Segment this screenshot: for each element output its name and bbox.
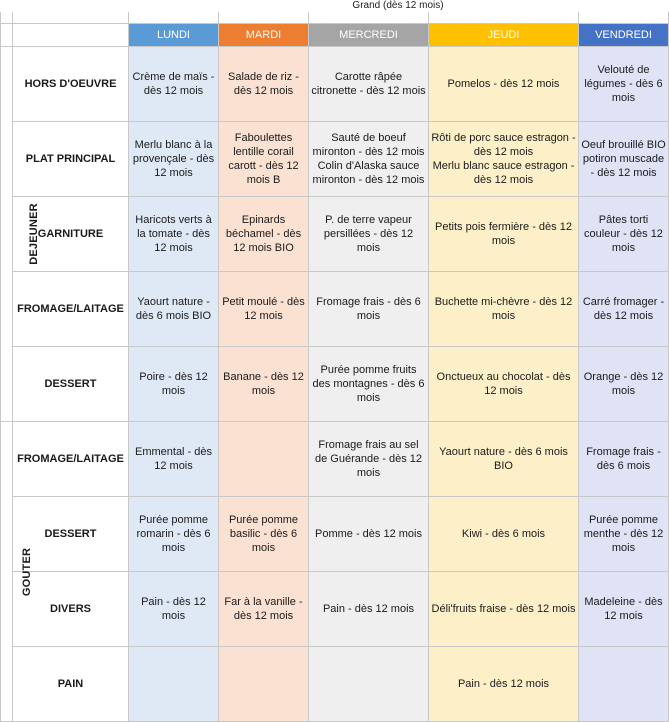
menu-item-text: Purée pomme menthe - dès 12 mois xyxy=(583,514,664,554)
menu-cell-lundi[interactable] xyxy=(129,122,219,197)
menu-cell-lundi[interactable] xyxy=(129,497,219,572)
menu-cell-mardi[interactable] xyxy=(219,347,309,422)
menu-item-text: Salade de riz - dès 12 mois xyxy=(228,71,299,97)
menu-grid xyxy=(0,12,669,722)
menu-row-gouter xyxy=(1,497,669,572)
menu-cell-vendredi[interactable] xyxy=(579,347,669,422)
course-label[interactable]: DESSERT xyxy=(13,497,129,572)
menu-cell-mercredi[interactable] xyxy=(309,347,429,422)
menu-item-text: Onctueux au chocolat - dès 12 mois xyxy=(436,371,571,397)
menu-item-text: Buchette mi-chèvre - dès 12 mois xyxy=(434,296,573,322)
menu-item-text: Yaourt nature - dès 6 mois BIO xyxy=(439,446,568,472)
menu-cell-mardi[interactable] xyxy=(219,47,309,122)
menu-cell-vendredi[interactable] xyxy=(579,647,669,722)
menu-item-text: Pomme - dès 12 mois xyxy=(315,528,422,540)
menu-item-text: Orange - dès 12 mois xyxy=(583,371,664,397)
menu-cell-mercredi[interactable] xyxy=(309,572,429,647)
spacer-row xyxy=(1,12,669,24)
group-label-gouter[interactable] xyxy=(1,422,34,722)
course-label[interactable]: DESSERT xyxy=(13,347,129,422)
menu-cell-jeudi[interactable] xyxy=(429,497,579,572)
menu-item-text: Banane - dès 12 mois xyxy=(223,371,304,397)
menu-item-text: Sauté de boeuf mironton - dès 12 mois Colin d'Alaska sauce mironton - dès 12 mois xyxy=(312,132,425,186)
menu-cell-jeudi[interactable] xyxy=(429,572,579,647)
menu-item-text: Fromage frais au sel de Guérande - dès 12 mois xyxy=(314,439,423,479)
menu-cell-jeudi[interactable] xyxy=(429,47,579,122)
menu-item-text: Pain - dès 12 mois xyxy=(141,596,206,622)
menu-item-text: Faboulettes lentille corail carott - dès 12 mois B xyxy=(228,132,299,186)
menu-item-text: Carré fromager - dès 12 mois xyxy=(582,296,665,322)
menu-cell-jeudi[interactable] xyxy=(429,647,579,722)
day-header-vendredi[interactable]: VENDREDI xyxy=(579,24,669,47)
menu-row-dejeuner xyxy=(1,347,669,422)
menu-row-dejeuner xyxy=(1,122,669,197)
menu-cell-jeudi[interactable] xyxy=(429,197,579,272)
menu-item-text: Pâtes torti couleur - dès 12 mois xyxy=(584,214,663,254)
menu-cell-lundi[interactable] xyxy=(129,647,219,722)
menu-cell-mercredi[interactable] xyxy=(309,272,429,347)
menu-cell-lundi[interactable] xyxy=(129,197,219,272)
group-label-dejeuner[interactable] xyxy=(1,47,40,422)
menu-cell-lundi[interactable] xyxy=(129,272,219,347)
course-label[interactable]: FROMAGE/LAITAGE xyxy=(13,272,129,347)
menu-item-text: Fromage frais - dès 6 mois xyxy=(586,446,661,472)
menu-item-text: Epinards béchamel - dès 12 mois BIO xyxy=(225,214,302,254)
menu-cell-mercredi[interactable] xyxy=(309,497,429,572)
menu-cell-mercredi[interactable] xyxy=(309,422,429,497)
menu-row-gouter xyxy=(1,572,669,647)
menu-item-text: Yaourt nature - dès 6 mois BIO xyxy=(135,296,212,322)
course-label[interactable]: HORS D'OEUVRE xyxy=(13,47,129,122)
menu-item-text: Kiwi - dès 6 mois xyxy=(461,528,546,540)
menu-cell-mardi[interactable] xyxy=(219,122,309,197)
menu-cell-jeudi[interactable] xyxy=(429,272,579,347)
menu-cell-vendredi[interactable] xyxy=(579,47,669,122)
menu-item-text: Oeuf brouillé BIO potiron muscade - dès 12 mois xyxy=(581,139,666,179)
menu-cell-lundi[interactable] xyxy=(129,47,219,122)
menu-cell-mardi[interactable] xyxy=(219,572,309,647)
menu-cell-mardi[interactable] xyxy=(219,497,309,572)
group-label-text: GOUTER xyxy=(21,547,34,596)
menu-item-text: Fromage frais - dès 6 mois xyxy=(316,296,421,322)
menu-item-text: Purée pomme romarin - dès 6 mois xyxy=(136,514,211,554)
day-header-jeudi[interactable]: JEUDI xyxy=(429,24,579,47)
menu-cell-mercredi[interactable] xyxy=(309,197,429,272)
menu-item-text: Crème de maïs - dès 12 mois xyxy=(132,71,215,97)
menu-item-text: Madeleine - dès 12 mois xyxy=(584,596,663,622)
menu-item-text: Petit moulé - dès 12 mois xyxy=(222,296,305,322)
menu-item-text: Haricots verts à la tomate - dès 12 mois xyxy=(135,214,212,254)
menu-cell-mardi[interactable] xyxy=(219,422,309,497)
menu-cell-vendredi[interactable] xyxy=(579,497,669,572)
menu-cell-mardi[interactable] xyxy=(219,647,309,722)
course-label[interactable]: PAIN xyxy=(13,647,129,722)
day-header-mardi[interactable]: MARDI xyxy=(219,24,309,47)
course-label[interactable]: GARNITURE xyxy=(13,197,129,272)
menu-item-text: P. de terre vapeur persillées - dès 12 mois xyxy=(323,214,414,254)
course-label[interactable]: DIVERS xyxy=(13,572,129,647)
menu-item-text: Petits pois fermière - dès 12 mois xyxy=(435,221,572,247)
day-header-row xyxy=(1,24,669,47)
day-header-mercredi[interactable]: MERCREDI xyxy=(309,24,429,47)
menu-item-text: Pain - dès 12 mois xyxy=(457,678,550,690)
menu-row-dejeuner xyxy=(1,197,669,272)
menu-item-text: Pain - dès 12 mois xyxy=(322,603,415,615)
menu-item-text: Far à la vanille - dès 12 mois xyxy=(224,596,303,622)
menu-cell-mardi[interactable] xyxy=(219,272,309,347)
course-label[interactable]: FROMAGE/LAITAGE xyxy=(13,422,129,497)
menu-cell-jeudi[interactable] xyxy=(429,347,579,422)
menu-cell-jeudi[interactable] xyxy=(429,422,579,497)
menu-item-text: Merlu blanc à la provençale - dès 12 mois xyxy=(132,139,215,179)
menu-cell-vendredi[interactable] xyxy=(579,422,669,497)
menu-cell-lundi[interactable] xyxy=(129,347,219,422)
menu-cell-mardi[interactable] xyxy=(219,197,309,272)
menu-item-text: Déli'fruits fraise - dès 12 mois xyxy=(431,603,576,615)
menu-item-text: Emmental - dès 12 mois xyxy=(134,446,213,472)
menu-item-text: Carotte râpée citronette - dès 12 mois xyxy=(311,71,426,97)
menu-item-text: Rôti de porc sauce estragon - dès 12 mois Merlu blanc sauce estragon - dès 12 mois xyxy=(431,132,576,186)
menu-cell-jeudi[interactable] xyxy=(429,122,579,197)
menu-row-dejeuner xyxy=(1,272,669,347)
menu-row-gouter xyxy=(1,422,669,497)
menu-title: Grand (dès 12 mois) xyxy=(128,0,668,13)
menu-item-text: Purée pomme fruits des montagnes - dès 6 mois xyxy=(312,364,425,404)
menu-item-text: Pomelos - dès 12 mois xyxy=(447,78,560,90)
menu-cell-vendredi[interactable] xyxy=(579,197,669,272)
menu-cell-vendredi[interactable] xyxy=(579,572,669,647)
menu-item-text: Purée pomme basilic - dès 6 mois xyxy=(228,514,299,554)
menu-cell-vendredi[interactable] xyxy=(579,122,669,197)
day-header-lundi[interactable]: LUNDI xyxy=(129,24,219,47)
menu-item-text: Velouté de légumes - dès 6 mois xyxy=(584,64,663,104)
menu-item-text: Poire - dès 12 mois xyxy=(139,371,208,397)
menu-cell-mercredi[interactable] xyxy=(309,47,429,122)
menu-cell-lundi[interactable] xyxy=(129,572,219,647)
menu-row-gouter xyxy=(1,647,669,722)
menu-row-dejeuner xyxy=(1,47,669,122)
menu-cell-mercredi[interactable] xyxy=(309,647,429,722)
menu-cell-vendredi[interactable] xyxy=(579,272,669,347)
group-label-text: DEJEUNER xyxy=(27,203,40,265)
menu-cell-lundi[interactable] xyxy=(129,422,219,497)
course-label[interactable]: PLAT PRINCIPAL xyxy=(13,122,129,197)
menu-cell-mercredi[interactable] xyxy=(309,122,429,197)
